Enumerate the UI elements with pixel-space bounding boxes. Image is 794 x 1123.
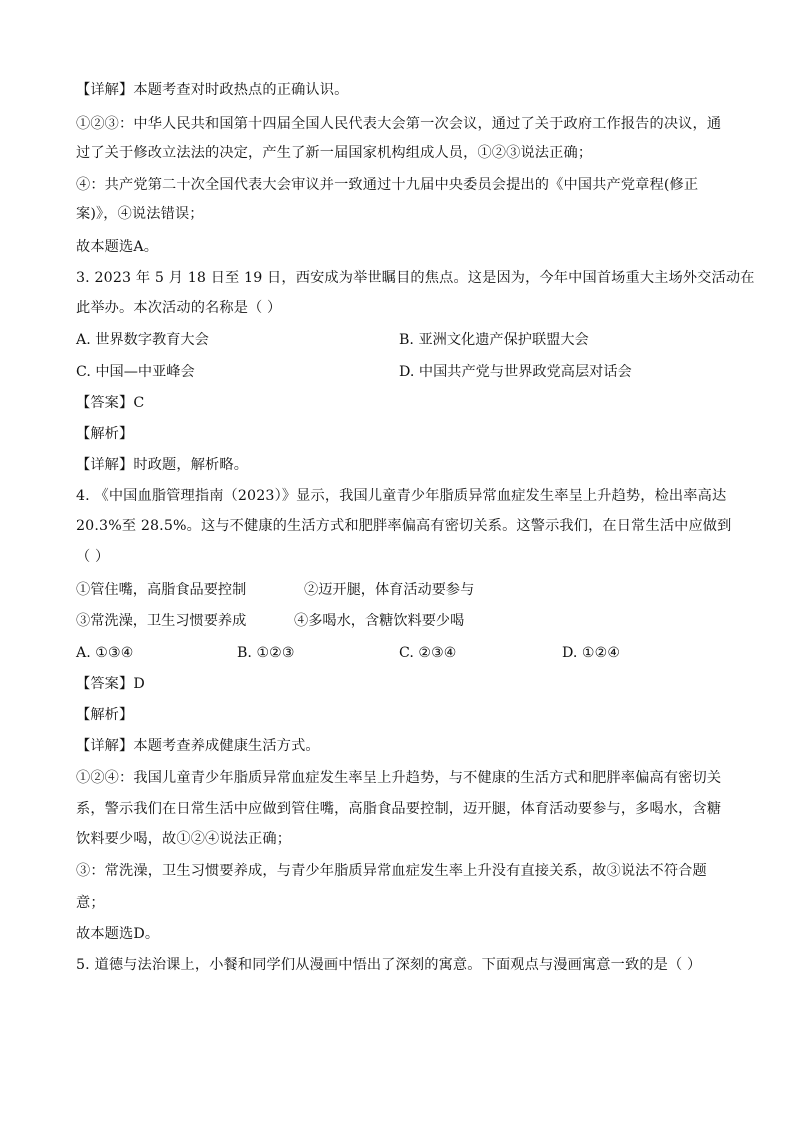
q3-stem: 此举办。本次活动的名称是（ ） bbox=[76, 300, 282, 316]
q4-option-a: A. ①③④ bbox=[76, 645, 134, 661]
q4-explanation-line: 系，警示我们在日常生活中应做到管住嘴，高脂食品要控制，迈开腿，体育活动要参与，多喝水，含糖 bbox=[76, 801, 722, 817]
q4-item-2: ②迈开腿，体育活动要参与 bbox=[304, 582, 475, 598]
q4-analysis-label: 【解析】 bbox=[76, 707, 134, 723]
q4-detail: 【详解】本题考查养成健康生活方式。 bbox=[76, 738, 320, 754]
q2-detail: 【详解】本题考查对时政热点的正确认识。 bbox=[76, 82, 349, 98]
q2-conclusion: 故本题选A。 bbox=[76, 239, 159, 255]
q5-stem: 5. 道德与法治课上，小餐和同学们从漫画中悟出了深刻的寓意。下面观点与漫画寓意一致的是（ ） bbox=[76, 957, 702, 973]
q4-explanation-line: ①②④：我国儿童青少年脂质异常血症发生率呈上升趋势，与不健康的生活方式和肥胖率偏高有密切关 bbox=[76, 770, 722, 786]
q4-stem: （ ） bbox=[76, 549, 110, 565]
q4-item-1: ①管住嘴，高脂食品要控制 bbox=[76, 582, 247, 598]
q4-explanation-line: 饮料要少喝，故①②④说法正确； bbox=[76, 831, 292, 847]
q4-conclusion: 故本题选D。 bbox=[76, 926, 160, 942]
q3-option-a: A. 世界数字教育大会 bbox=[76, 332, 209, 348]
q4-answer: 【答案】D bbox=[76, 676, 145, 692]
q3-answer: 【答案】C bbox=[76, 395, 145, 411]
q4-stem: 20.3%至 28.5%。这与不健康的生活方式和肥胖率偏高有密切关系。这警示我们，在日常生活中应做到 bbox=[76, 518, 732, 534]
q4-option-b: B. ①②③ bbox=[237, 645, 295, 661]
q3-option-b: B. 亚洲文化遗产保护联盟大会 bbox=[399, 332, 589, 348]
q4-item-4: ④多喝水，含糖饮料要少喝 bbox=[294, 613, 465, 629]
q4-item-3: ③常洗澡，卫生习惯要养成 bbox=[76, 613, 247, 629]
q4-explanation-line: 意； bbox=[76, 895, 105, 911]
q2-explanation-line: ④：共产党第二十次全国代表大会审议并一致通过十九届中央委员会提出的《中国共产党章程(修正 bbox=[76, 177, 699, 193]
q2-explanation-line: 过了关于修改立法法的决定，产生了新一届国家机构组成人员，①②③说法正确； bbox=[76, 145, 593, 161]
q2-explanation-line: ①②③：中华人民共和国第十四届全国人民代表大会第一次会议，通过了关于政府工作报告的决议，通 bbox=[76, 116, 722, 132]
q2-explanation-line: 案)》，④说法错误； bbox=[76, 206, 204, 222]
q4-option-d: D. ①②④ bbox=[562, 645, 621, 661]
q3-option-d: D. 中国共产党与世界政党高层对话会 bbox=[399, 364, 632, 380]
q4-explanation-line: ③：常洗澡，卫生习惯要养成，与青少年脂质异常血症发生率上升没有直接关系，故③说法不符合题 bbox=[76, 863, 707, 879]
q3-option-c: C. 中国—中亚峰会 bbox=[76, 364, 195, 380]
q3-stem: 3. 2023 年 5 月 18 日至 19 日，西安成为举世瞩目的焦点。这是因为，今年中国首场重大主场外交活动在 bbox=[76, 270, 755, 286]
q4-option-c: C. ②③④ bbox=[399, 645, 457, 661]
q3-detail: 【详解】时政题，解析略。 bbox=[76, 457, 249, 473]
q4-stem: 4. 《中国血脂管理指南（2023）》显示，我国儿童青少年脂质异常血症发生率呈上升趋势，检出率高达 bbox=[76, 488, 727, 504]
q3-analysis-label: 【解析】 bbox=[76, 426, 134, 442]
